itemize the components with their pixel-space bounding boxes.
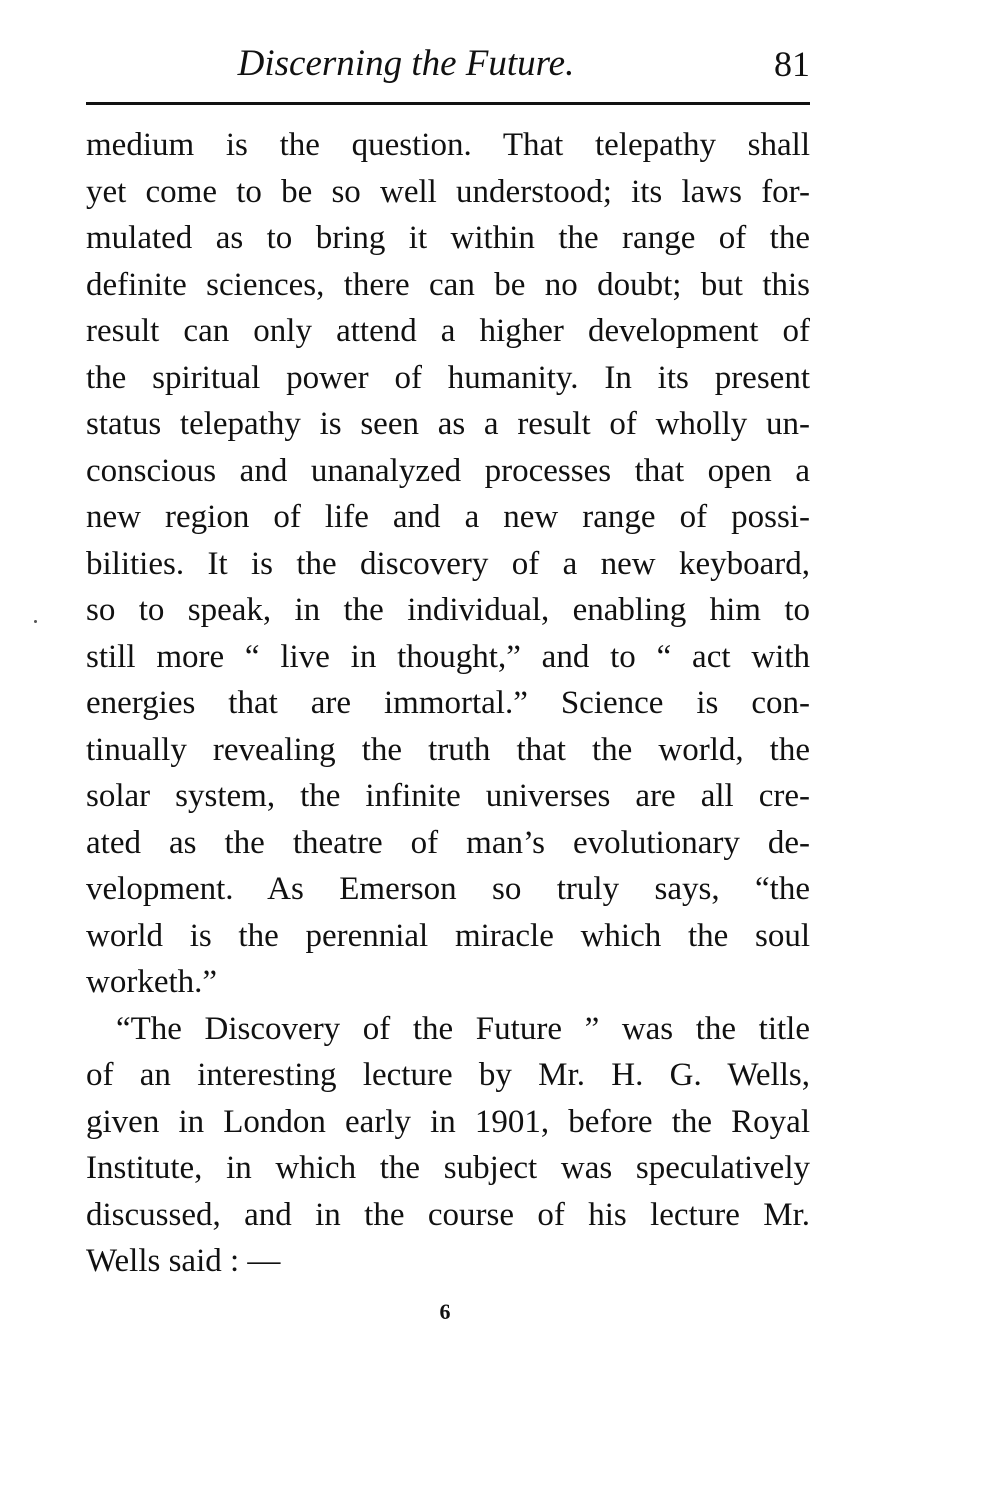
header-rule	[86, 102, 810, 105]
text-line: Wells said : —	[86, 1243, 281, 1279]
signature-mark: 6	[439, 1299, 451, 1324]
text-line: new region of life and a new range of possi-	[86, 499, 810, 535]
text-line: the spiritual power of humanity. In its present	[86, 359, 810, 396]
text-line: Institute, in which the subject was speculatively	[86, 1150, 810, 1186]
text-line: velopment. As Emerson so truly says, “the	[86, 871, 810, 907]
paragraph-1	[86, 122, 810, 1006]
running-head	[86, 38, 810, 90]
text-line: medium is the question. That telepathy shall	[86, 127, 810, 163]
text-line: of an interesting lecture by Mr. H. G. Wells,	[86, 1057, 810, 1093]
text-line: worketh.”	[86, 964, 218, 1000]
text-line: discussed, and in the course of his lecture Mr.	[86, 1196, 810, 1233]
paragraph-2	[86, 1006, 810, 1285]
text-line: ated as the theatre of man’s evolutionary de-	[86, 824, 810, 861]
text-line: conscious and unanalyzed processes that open a	[86, 452, 810, 489]
running-title: Discerning the Future.	[237, 43, 575, 84]
page-number: 81	[774, 44, 810, 84]
text-line: still more “ live in thought,” and to “ act with	[86, 638, 810, 675]
text-line: given in London early in 1901, before the Royal	[86, 1103, 810, 1140]
text-line: definite sciences, there can be no doubt; but this	[86, 266, 810, 303]
text-line: status telepathy is seen as a result of wholly un-	[86, 406, 810, 442]
text-line: energies that are immortal.” Science is con-	[86, 685, 810, 721]
text-line: bilities. It is the discovery of a new keyboard,	[86, 545, 810, 582]
text-line: mulated as to bring it within the range of the	[86, 220, 810, 256]
body-text	[86, 122, 810, 1285]
text-line: world is the perennial miracle which the soul	[86, 917, 810, 954]
text-line: solar system, the infinite universes are all cre-	[86, 778, 810, 814]
margin-speck	[34, 620, 37, 623]
text-line: tinually revealing the truth that the world, the	[86, 731, 810, 768]
text-line: so to speak, in the individual, enabling him to	[86, 592, 810, 628]
text-line: yet come to be so well understood; its laws for-	[86, 173, 810, 210]
text-line: result can only attend a higher development of	[86, 313, 810, 349]
text-line: “The Discovery of the Future ” was the title	[116, 1010, 810, 1047]
